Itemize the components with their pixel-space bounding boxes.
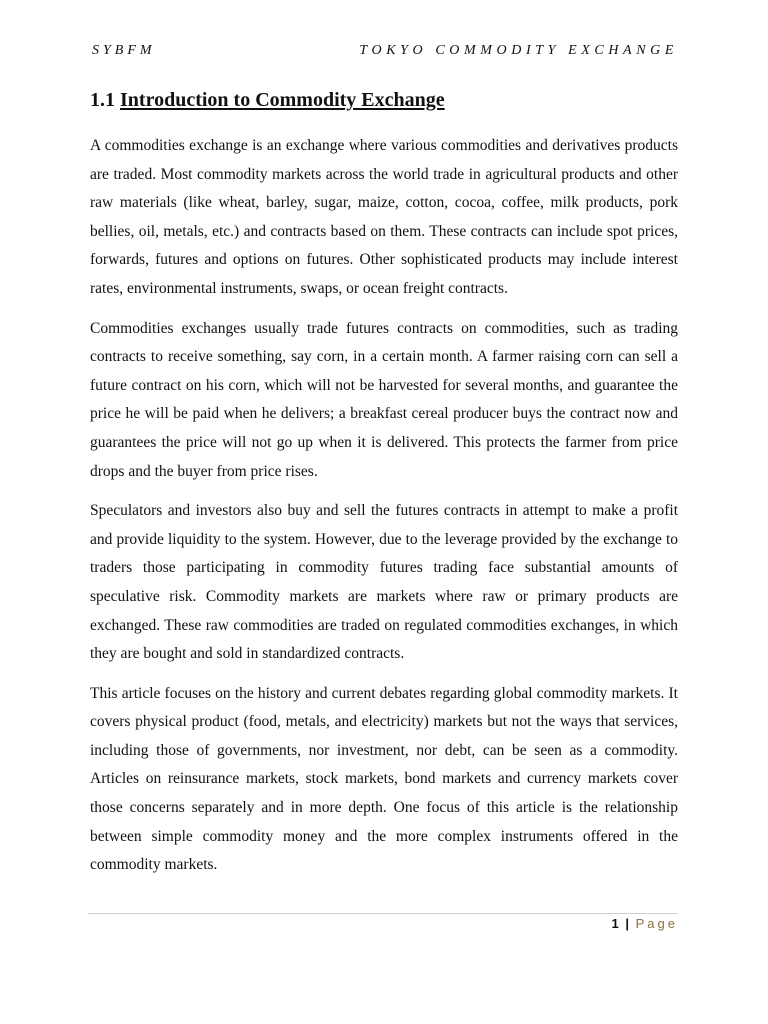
page-label: Page [635,916,678,931]
paragraph-3: Speculators and investors also buy and sell the futures contracts in attempt to make a profit and provide liquidity to the system. However, due to the leverage provided by the exchange to traders those participating in commodity futures trading face substantial amounts of speculative risk. Commodity markets are markets where raw or primary products are exchanged. These raw commodities are traded on regulated commodities exchanges, in which they are bought and sold in standardized contracts. [90,502,678,663]
header-right-text: TOKYO COMMODITY EXCHANGE [359,43,678,58]
paragraph-4: This article focuses on the history and current debates regarding global commodity markets. It covers physical product (food, metals, and electricity) markets but not the ways that services, including those of governments, nor investment, nor debt, can be seen as a commodity. Articles on reinsurance markets, stock markets, bond markets and currency markets cover those concerns separately and in more depth. One focus of this article is the relationship between simple commodity money and the more complex instruments offered in the commodity markets. [90,684,678,874]
footer-separator: | [625,916,629,931]
paragraph-1: A commodities exchange is an exchange where various commodities and derivatives products are traded. Most commodity markets across the world trade in agricultural products and other raw materials (like wheat, barley, sugar, maize, cotton, cocoa, coffee, milk products, pork bellies, oil, metals, etc.) and contracts based on them. These contracts can include spot prices, forwards, futures and options on futures. Other sophisticated products may include interest rates, environmental instruments, swaps, or ocean freight contracts. [90,137,678,297]
section-heading [90,89,445,112]
section-title: Introduction to Commodity Exchange [120,89,445,111]
body-text [90,132,678,891]
header-left-text: SYBFM [92,43,156,58]
page-number: 1 [611,916,619,931]
section-number: 1.1 [90,89,115,111]
paragraph-2: Commodities exchanges usually trade futures contracts on commodities, such as trading contracts to receive something, say corn, in a certain month. A farmer raising corn can sell a future contract on his corn, which will not be harvested for several months, and guarantee the price he will be paid when he delivers; a breakfast cereal producer buys the contract now and guarantees the price will not go up when it is delivered. This protects the farmer from price drops and the buyer from price rises. [90,319,678,480]
page-header [92,43,678,63]
page-footer [612,914,679,934]
footer-divider [88,913,678,914]
